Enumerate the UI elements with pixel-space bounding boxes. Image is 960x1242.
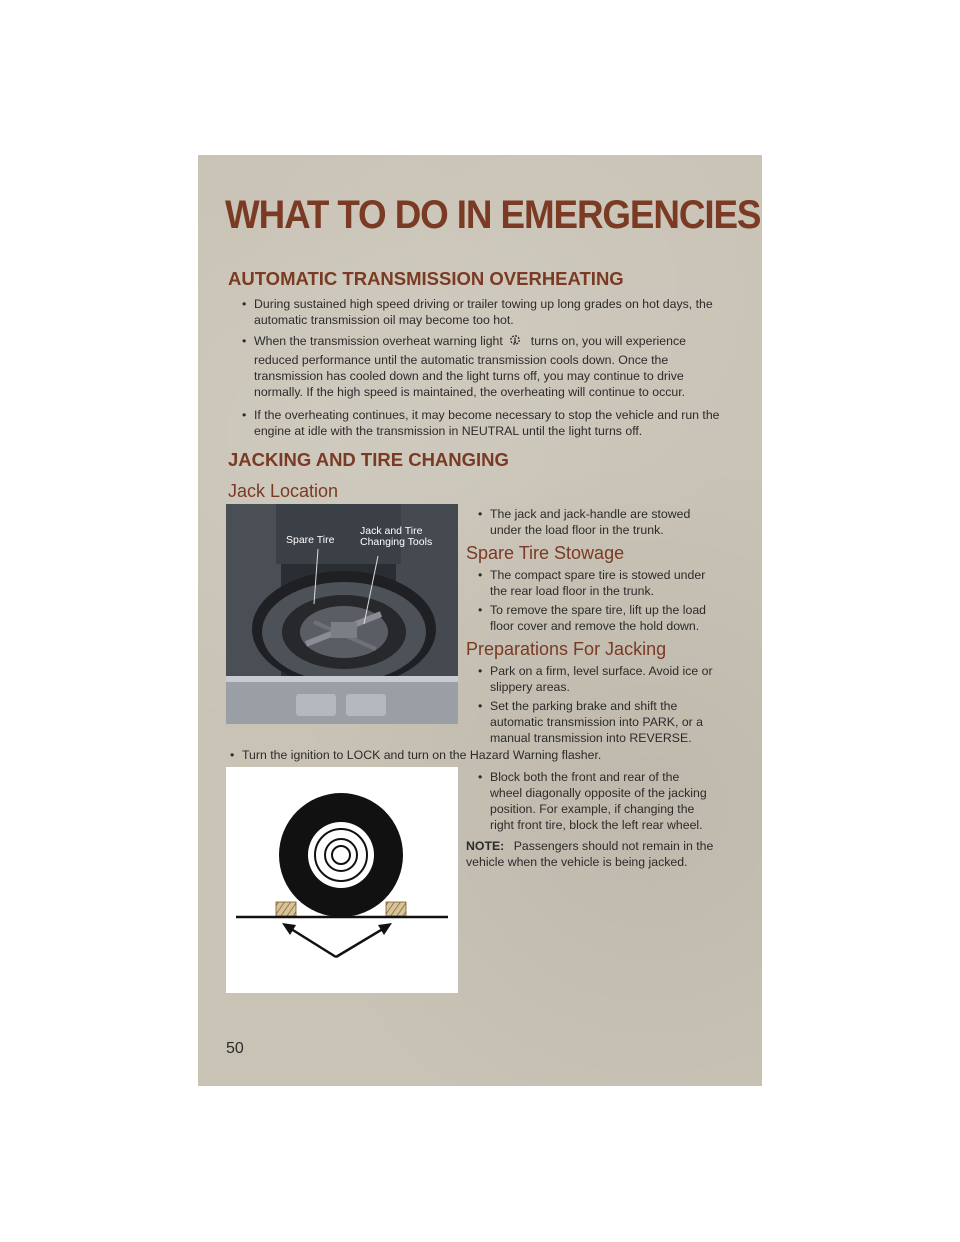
note	[466, 838, 714, 870]
overheat-bullet-2-continued: reduced performance until the automatic transmission cools down. Once the transmission has cooled down and the light turns off, you may continue to drive normally. If the high speed is maintained, the overheating will continue to occur.	[254, 353, 686, 399]
jacking-heading: JACKING AND TIRE CHANGING	[228, 449, 509, 470]
note-text: Passengers should not remain in the vehicle when the vehicle is being jacked.	[466, 839, 714, 869]
overheat-bullet-2: • When the transmission overheat warning light turns on, you will experience	[242, 334, 686, 348]
overheat-bullet-1: • During sustained high speed driving or trailer towing up long grades on hot days, the automatic transmission oil may become too hot.	[242, 297, 713, 327]
jack-location-heading: Jack Location	[228, 481, 339, 501]
preparations-bullet-4: • Block both the front and rear of the wheel diagonally opposite of the jacking position. For example, if changing the right front tire, block the left rear wheel.	[478, 770, 707, 832]
spare-stowage-bullet-1: • The compact spare tire is stowed under the rear load floor in the trunk.	[478, 568, 706, 598]
section-title: WHAT TO DO IN EMERGENCIES	[225, 193, 761, 237]
preparations-bullet-1: • Park on a firm, level surface. Avoid ice or slippery areas.	[478, 664, 713, 694]
overheating-heading: AUTOMATIC TRANSMISSION OVERHEATING	[228, 268, 624, 289]
spare-tire-label: Spare Tire	[286, 534, 335, 546]
wheel-chock-illustration	[226, 767, 458, 993]
overheat-bullet-3: • If the overheating continues, it may become necessary to stop the vehicle and run the engine at idle with the transmission in NEUTRAL until the light turns off.	[242, 408, 720, 438]
jack-tools-label: Jack and Tire Changing Tools	[360, 525, 433, 548]
preparations-heading: Preparations For Jacking	[466, 639, 667, 659]
spare-stowage-bullet-2: • To remove the spare tire, lift up the load floor cover and remove the hold down.	[478, 603, 706, 633]
preparations-bullet-2: • Set the parking brake and shift the automatic transmission into PARK, or a manual transmission into REVERSE.	[478, 699, 704, 745]
preparations-bullet-3: • Turn the ignition to LOCK and turn on the Hazard Warning flasher.	[230, 748, 602, 762]
spare-tire-photo	[226, 504, 458, 724]
jack-location-bullet: • The jack and jack-handle are stowed under the load floor in the trunk.	[478, 507, 691, 537]
wheel-blocking-diagram	[226, 767, 458, 993]
page-number: 50	[226, 1040, 244, 1057]
transmission-temperature-icon	[507, 333, 523, 347]
spare-stowage-heading: Spare Tire Stowage	[466, 543, 625, 563]
manual-page	[198, 155, 762, 1086]
note-label: NOTE:	[466, 839, 505, 853]
